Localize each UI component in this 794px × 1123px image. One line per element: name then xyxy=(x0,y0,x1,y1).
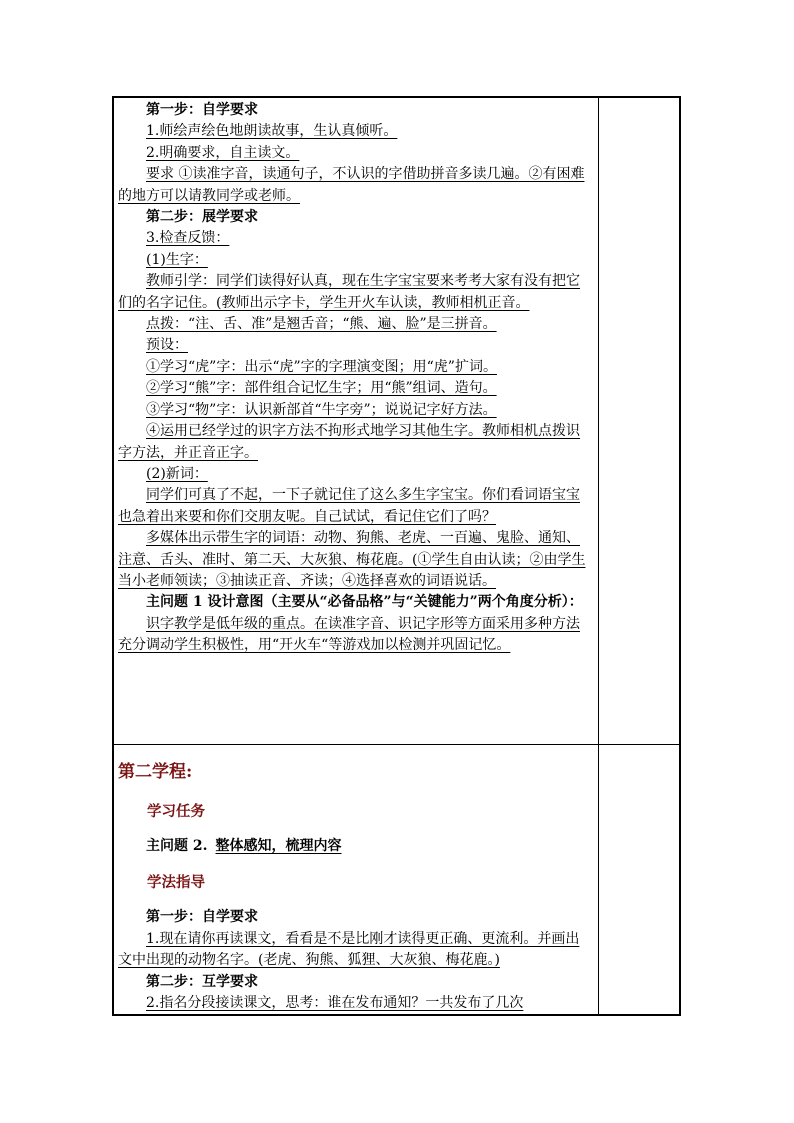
s2-reread-text: 1.现在请你再读课文，看看是不是比刚才读得更正确、更流利。并画出文中出现的动物名字。(老虎、狗熊、狐狸、大灰狼、梅花鹿。) xyxy=(118,930,580,969)
step2-title: 第二步：展学要求 xyxy=(146,209,258,226)
s2-segment-read-text: 2.指名分段接读课文，思考：谁在发布通知？一共发布了几次 xyxy=(146,995,524,1012)
teacher-guide-text: 教师引学：同学们读得好认真，现在生字宝宝要来考考大家有没有把它们的名字记住。(教师出示字卡，学生开火车认读，教师相机正音。 xyxy=(118,273,580,311)
preset-item-4: ④运用已经学过的识字方法不拘形式地学习其他生字。教师相机点拨识字方法，并正音正字。 xyxy=(118,423,580,461)
multimedia-text: 多媒体出示带生字的词语：动物、狗熊、老虎、一百遍、鬼脸、通知、注意、舌头、准时、第二天、大灰狼、梅花鹿。(①学生自由认读；②由学生当小老师领读；③抽读正音、齐读；④选择喜欢的词语说话。 xyxy=(118,530,586,589)
requirement-text: 要求 ①读准字音，读通句子，不认识的字借助拼音多读几遍。②有困难的地方可以请教同学或老师。 xyxy=(118,166,585,204)
main-question-prefix: 主问题 2. xyxy=(146,838,208,854)
design-intent-text: 识字教学是低年级的重点。在读准字音、识记字形等方面采用多种方法充分调动学生积极性，用“开火车“等游戏加以检测并巩固记忆。 xyxy=(118,615,580,654)
main-question-text: 整体感知，梳理内容 xyxy=(215,838,342,854)
self-read-line: 2.明确要求，自主读文。 xyxy=(146,144,300,161)
lesson-plan-table xyxy=(112,96,681,1016)
step1-title: 第一步：自学要求 xyxy=(146,102,258,118)
row-divider xyxy=(114,744,679,745)
second-course-cell xyxy=(118,750,592,1014)
first-course-cell xyxy=(118,100,592,657)
s2-step1-title: 第一步：自学要求 xyxy=(146,909,258,926)
preset-item-1: ①学习“虎”字：出示“虎”字的字理演变图；用“虎”扩词。 xyxy=(146,358,497,375)
pointer-text: 点拨：“注、舌、准”是翘舌音；“熊、遍、脸”是三拼音。 xyxy=(146,316,497,333)
new-words-label: (2)新词： xyxy=(146,465,208,482)
design-intent-title: 主问题 1 设计意图（主要从“必备品格”与“关键能力”两个角度分析）： xyxy=(146,594,583,611)
read-story-line: 1.师绘声绘色地朗读故事，生认真倾听。 xyxy=(146,123,398,140)
method-guide-label: 学法指导 xyxy=(147,874,205,892)
preset-label: 预设： xyxy=(146,337,188,354)
learning-task-label: 学习任务 xyxy=(147,803,205,820)
preset-item-2: ②学习“熊”字：部件组合记忆生字；用“熊”组词、造句。 xyxy=(146,380,497,397)
preset-item-3: ③学习“物”字：认识新部首“牛字旁”；说说记字好方法。 xyxy=(146,401,497,418)
praise-text: 同学们可真了不起，一下子就记住了这么多生字宝宝。你们看词语宝宝也急着出来要和你们交朋友呢。自己试试，看记住它们了吗？ xyxy=(118,487,580,525)
column-divider xyxy=(598,98,599,1014)
s2-step2-title: 第二步：互学要求 xyxy=(146,973,258,990)
section2-title: 第二学程: xyxy=(118,762,193,782)
check-feedback-line: 3.检查反馈： xyxy=(146,230,230,247)
new-characters-label: (1)生字： xyxy=(146,251,208,268)
main-question-2 xyxy=(118,836,592,857)
